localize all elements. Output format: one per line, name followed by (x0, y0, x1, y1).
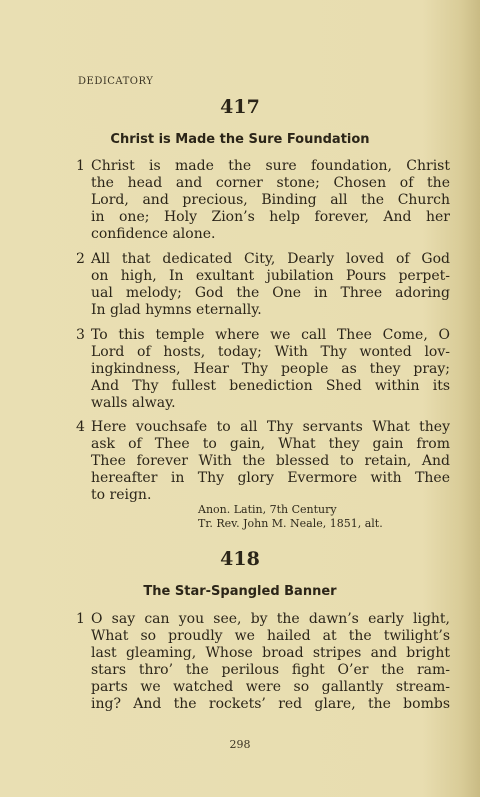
verse-line: ing? And the rockets’ red glare, the bombs (91, 696, 450, 712)
verse-line: Thee forever With the blessed to retain, And (91, 453, 450, 469)
verse-line: In glad hymns eternally. (91, 302, 262, 318)
verse (76, 251, 450, 319)
verse-line: Lord, and precious, Binding all the Church (91, 192, 450, 208)
verse-number: 3 (76, 327, 85, 343)
verse (76, 419, 450, 504)
hymn-title: The Star-Spangled Banner (143, 584, 337, 599)
verse-line: ask of Thee to gain, What they gain from (91, 436, 450, 452)
verse-line: confidence alone. (91, 226, 216, 242)
verse (76, 327, 450, 412)
hymn-title: Christ is Made the Sure Foundation (110, 132, 370, 147)
verse-line: to reign. (91, 487, 152, 503)
attribution-line: Tr. Rev. John M. Neale, 1851, alt. (198, 517, 383, 530)
verse-line: ingkindness, Hear Thy people as they pray; (91, 361, 450, 377)
verse-line: ual melody; God the One in Three adoring (91, 285, 450, 301)
verse-line: last gleaming, Whose broad stripes and bright (91, 645, 450, 661)
verse-line: parts we watched were so gallantly stream- (91, 679, 450, 695)
verse-line: stars thro’ the perilous fight O’er the ram- (91, 662, 450, 678)
page-number: 298 (229, 738, 251, 751)
verse-line: the head and corner stone; Chosen of the (91, 175, 450, 191)
verse-line: Christ is made the sure foundation, Christ (91, 158, 450, 174)
verse-number: 4 (76, 419, 85, 435)
verse-line: To this temple where we call Thee Come, O (91, 327, 450, 343)
hymn-number: 417 (220, 96, 260, 118)
verse-line: Here vouchsafe to all Thy servants What they (91, 419, 450, 435)
verse-line: walls alway. (91, 395, 176, 411)
running-head: DEDICATORY (78, 76, 154, 87)
attribution-line: Anon. Latin, 7th Century (198, 503, 337, 516)
verse-line: And Thy fullest benediction Shed within its (91, 378, 450, 394)
verse-line: Lord of hosts, today; With Thy wonted lov- (91, 344, 450, 360)
verse-line: What so proudly we hailed at the twilight’s (91, 628, 450, 644)
verse-number: 1 (76, 158, 85, 174)
verse-number: 2 (76, 251, 85, 267)
verse (76, 611, 450, 713)
attribution (198, 503, 383, 531)
verse-line: in one; Holy Zion’s help forever, And her (91, 209, 450, 225)
verse-line: on high, In exultant jubilation Pours perpet- (91, 268, 450, 284)
verse-line: hereafter in Thy glory Evermore with Thee (91, 470, 450, 486)
hymn-number: 418 (220, 548, 260, 570)
verse-line: O say can you see, by the dawn’s early light, (91, 611, 450, 627)
verse-line: All that dedicated City, Dearly loved of God (91, 251, 450, 267)
verse-number: 1 (76, 611, 85, 627)
verse (76, 158, 450, 243)
